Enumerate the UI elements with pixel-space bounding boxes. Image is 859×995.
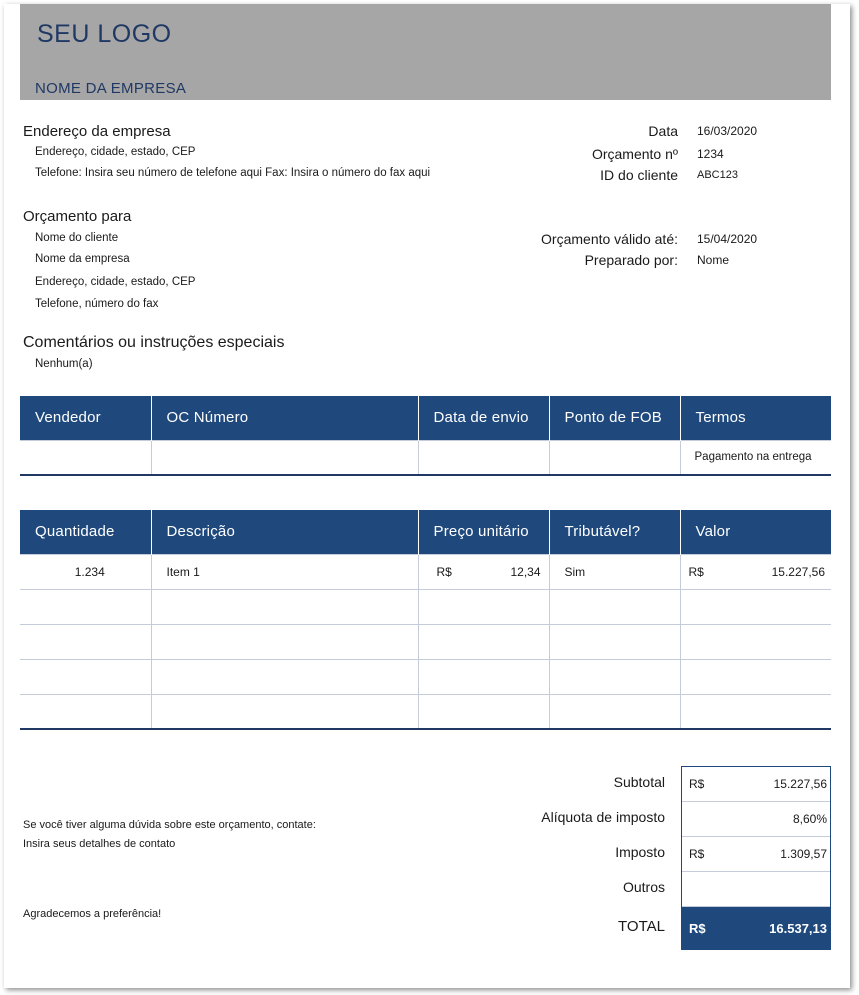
company-address: Endereço, cidade, estado, CEP <box>35 146 196 158</box>
contact-details: Insira seus detalhes de contato <box>23 838 176 850</box>
header-vendor: Vendedor <box>20 396 151 440</box>
unit-price-cell[interactable] <box>418 659 549 694</box>
header-po-number: OC Número <box>151 396 418 440</box>
table-row <box>20 659 831 694</box>
table-row <box>20 589 831 624</box>
description-cell[interactable] <box>151 624 418 659</box>
other-row <box>682 872 830 907</box>
unit-price-value: 12,34 <box>510 564 541 579</box>
prepared-by-label: Preparado por: <box>584 252 678 268</box>
date-value: 16/03/2020 <box>697 124 758 138</box>
header-ship-date: Data de envio <box>418 396 549 440</box>
currency-symbol: R$ <box>689 847 705 861</box>
value-cell[interactable] <box>680 589 831 624</box>
header-value: Valor <box>680 510 831 554</box>
tax-rate-label: Alíquota de imposto <box>541 809 665 825</box>
unit-price-cell[interactable] <box>418 624 549 659</box>
comments-value: Nenhum(a) <box>35 358 93 370</box>
thanks-note: Agradecemos a preferência! <box>23 908 162 920</box>
currency-symbol: R$ <box>689 921 706 936</box>
header-description: Descrição <box>151 510 418 554</box>
quote-number-value: 1234 <box>697 147 724 161</box>
shipping-header-row <box>20 396 831 440</box>
client-address: Endereço, cidade, estado, CEP <box>35 276 196 288</box>
logo: SEU LOGO <box>37 20 172 48</box>
table-row <box>20 694 831 729</box>
vendor-cell[interactable] <box>20 440 151 475</box>
fob-point-cell[interactable] <box>549 440 680 475</box>
client-id-label: ID do cliente <box>600 167 678 183</box>
po-number-cell[interactable] <box>151 440 418 475</box>
tax-rate-row <box>682 802 830 837</box>
items-header-row <box>20 510 831 554</box>
taxable-cell[interactable]: Sim <box>549 554 680 589</box>
unit-price-cell[interactable] <box>418 554 549 589</box>
table-row <box>20 624 831 659</box>
total-row <box>682 907 830 950</box>
description-cell[interactable]: Item 1 <box>151 554 418 589</box>
prepared-by-value: Nome <box>697 253 730 267</box>
header-banner <box>20 4 831 100</box>
other-label: Outros <box>622 879 665 895</box>
date-label: Data <box>648 123 678 139</box>
value-cell[interactable] <box>680 694 831 729</box>
items-table <box>20 510 831 730</box>
quantity-cell[interactable] <box>20 694 151 729</box>
taxable-cell[interactable] <box>549 694 680 729</box>
ship-date-cell[interactable] <box>418 440 549 475</box>
quote-sheet <box>4 4 850 988</box>
currency-symbol: R$ <box>688 564 704 579</box>
terms-cell[interactable]: Pagamento na entrega <box>680 440 831 475</box>
comments-title: Comentários ou instruções especiais <box>23 334 285 351</box>
question-note: Se você tiver alguma dúvida sobre este orçamento, contate: <box>23 819 316 831</box>
tax-label: Imposto <box>615 844 665 860</box>
taxable-cell[interactable] <box>549 659 680 694</box>
client-id-value: ABC123 <box>697 169 738 181</box>
description-cell[interactable] <box>151 589 418 624</box>
header-taxable: Tributável? <box>549 510 680 554</box>
company-address-title: Endereço da empresa <box>23 123 171 140</box>
taxable-cell[interactable] <box>549 624 680 659</box>
subtotal-row <box>682 767 830 802</box>
header-unit-price: Preço unitário <box>418 510 549 554</box>
quantity-cell[interactable] <box>20 624 151 659</box>
tax-value: 1.309,57 <box>780 847 827 861</box>
header-quantity: Quantidade <box>20 510 151 554</box>
currency-symbol: R$ <box>689 777 705 791</box>
shipping-table <box>20 396 831 476</box>
total-value: 16.537,13 <box>769 921 827 936</box>
description-cell[interactable] <box>151 659 418 694</box>
client-phone-fax: Telefone, número do fax <box>35 298 159 310</box>
company-name: NOME DA EMPRESA <box>35 80 187 97</box>
table-row <box>20 554 831 589</box>
total-label: TOTAL <box>618 918 665 935</box>
tax-row <box>682 837 830 872</box>
header-fob-point: Ponto de FOB <box>549 396 680 440</box>
quantity-cell[interactable] <box>20 659 151 694</box>
quote-number-label: Orçamento nº <box>591 146 678 162</box>
tax-rate-value[interactable]: 8,60% <box>792 812 827 826</box>
header-terms: Termos <box>680 396 831 440</box>
table-row <box>20 440 831 475</box>
unit-price-cell[interactable] <box>418 589 549 624</box>
taxable-cell[interactable] <box>549 589 680 624</box>
subtotal-label: Subtotal <box>613 774 665 790</box>
quantity-cell[interactable]: 1.234 <box>20 554 151 589</box>
quote-for-title: Orçamento para <box>23 208 132 225</box>
line-value: 15.227,56 <box>771 564 825 579</box>
company-phone-fax: Telefone: Insira seu número de telefone aqui Fax: Insira o número do fax aqui <box>35 167 431 179</box>
quantity-cell[interactable] <box>20 589 151 624</box>
client-company: Nome da empresa <box>35 253 130 265</box>
valid-until-label: Orçamento válido até: <box>541 231 678 247</box>
totals-box <box>681 766 831 950</box>
currency-symbol: R$ <box>436 564 452 579</box>
value-cell[interactable] <box>680 659 831 694</box>
valid-until-value: 15/04/2020 <box>697 232 758 246</box>
description-cell[interactable] <box>151 694 418 729</box>
client-name: Nome do cliente <box>35 232 119 244</box>
unit-price-cell[interactable] <box>418 694 549 729</box>
subtotal-value: 15.227,56 <box>773 777 827 791</box>
value-cell[interactable] <box>680 624 831 659</box>
value-cell[interactable] <box>680 554 831 589</box>
